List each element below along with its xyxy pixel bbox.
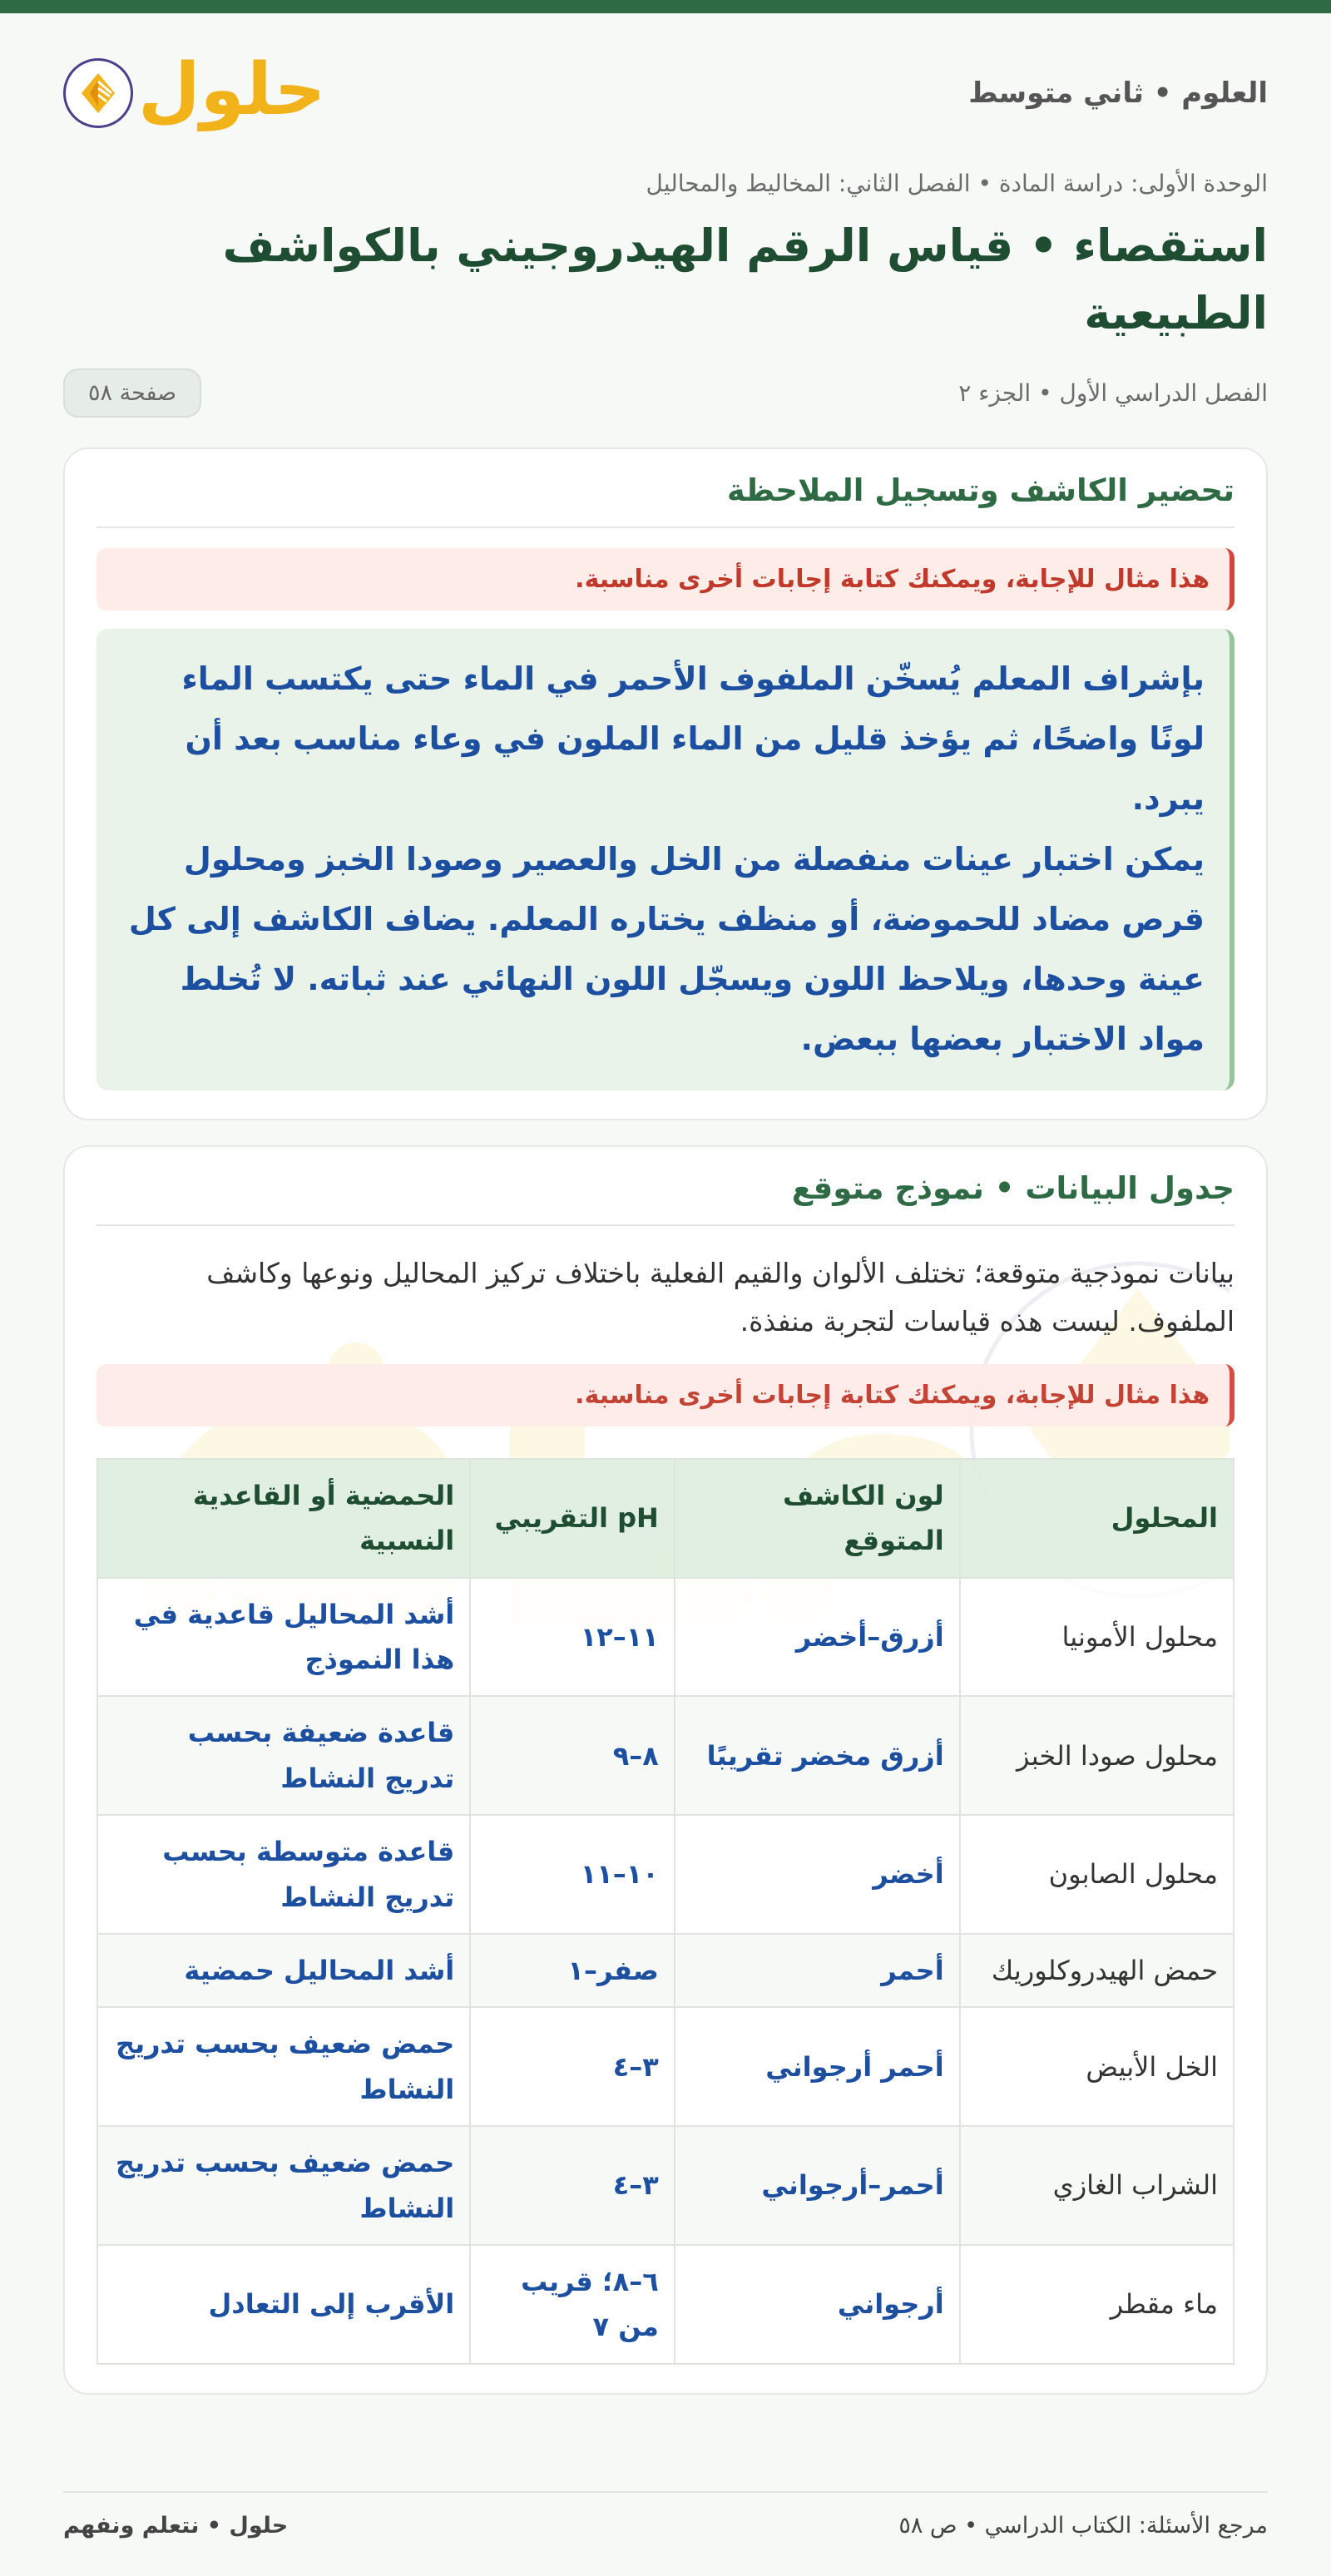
column-header: المحلول xyxy=(960,1459,1234,1578)
solution-cell: حمض الهيدروكلوريك xyxy=(960,1934,1234,2007)
solution-cell: محلول صودا الخبز xyxy=(960,1696,1234,1815)
color-cell: أرجواني xyxy=(675,2245,960,2364)
nature-cell: الأقرب إلى التعادل xyxy=(97,2245,470,2364)
term-label: الفصل الدراسي الأول • الجزء ٢ xyxy=(958,379,1268,407)
nature-cell: حمض ضعيف بحسب تدريج النشاط xyxy=(97,2126,470,2245)
footer-reference: مرجع الأسئلة: الكتاب الدراسي • ص ٥٨ xyxy=(898,2513,1268,2539)
solution-cell: ماء مقطر xyxy=(960,2245,1234,2364)
column-header: الحمضية أو القاعدية النسبية xyxy=(97,1459,470,1578)
site-logo[interactable] xyxy=(63,48,326,131)
answer-paragraph: بإشراف المعلم يُسخّن الملفوف الأحمر في الماء حتى يكتسب الماء لونًا واضحًا، ثم يؤخذ قليل من الماء الملون في وعاء مناسب بعد أن يبرد. xyxy=(181,660,1205,818)
color-cell: أزرق مخضر تقريبًا xyxy=(675,1696,960,1815)
intro-text: بيانات نموذجية متوقعة؛ تختلف الألوان والقيم الفعلية باختلاف تركيز المحاليل ونوعها وكاشف الملفوف. ليست هذه قياسات لتجربة منفذة. xyxy=(206,1257,1235,1338)
column-header: لون الكاشف المتوقع xyxy=(675,1459,960,1578)
ph-cell: ٨–٩ xyxy=(470,1696,675,1815)
nature-cell: أشد المحاليل قاعدية في هذا النموذج xyxy=(97,1578,470,1697)
color-cell: أحمر xyxy=(675,1934,960,2007)
nature-cell: حمض ضعيف بحسب تدريج النشاط xyxy=(97,2007,470,2126)
nature-cell: قاعدة ضعيفة بحسب تدريج النشاط xyxy=(97,1696,470,1815)
column-header-label: pH التقريبي xyxy=(494,1502,659,1534)
table-row xyxy=(97,2126,1234,2245)
color-cell: أحمر–أرجواني xyxy=(675,2126,960,2245)
ph-cell: ٦–٨؛ قريب من ٧ xyxy=(470,2245,675,2364)
solution-cell: الخل الأبيض xyxy=(960,2007,1234,2126)
header xyxy=(63,13,1268,165)
answer-paragraph: يمكن اختبار عينات منفصلة من الخل والعصير وصودا الخبز ومحلول قرص مضاد للحموضة، أو منظف يختاره المعلم. يضاف الكاشف إلى كل عينة وحدها، ويلاحظ اللون ويسجّل اللون النهائي عند ثباته. لا تُخلط مواد الاختبار بعضها ببعض. xyxy=(128,840,1205,1058)
color-cell: أخضر xyxy=(675,1815,960,1934)
meta-row xyxy=(63,368,1268,418)
table-row xyxy=(97,1696,1234,1815)
section-title: تحضير الكاشف وتسجيل الملاحظة xyxy=(96,472,1235,528)
prepare-indicator-card xyxy=(63,447,1268,1120)
logo-emblem-icon xyxy=(63,58,133,128)
example-answer-note: هذا مثال للإجابة، ويمكنك كتابة إجابات أخرى مناسبة. xyxy=(96,548,1235,611)
page xyxy=(0,13,1331,2395)
ph-cell: ١٠–١١ xyxy=(470,1815,675,1934)
footer-brand[interactable]: حلول • نتعلم ونفهم xyxy=(63,2513,289,2539)
solution-cell: محلول الأمونيا xyxy=(960,1578,1234,1697)
breadcrumb[interactable]: الوحدة الأولى: دراسة المادة • الفصل الثاني: المخاليط والمحاليل xyxy=(646,170,1268,197)
data-table xyxy=(96,1458,1235,2365)
ph-cell: صفر–١ xyxy=(470,1934,675,2007)
data-table-card xyxy=(63,1145,1268,2394)
solution-cell: الشراب الغازي xyxy=(960,2126,1234,2245)
subject-label: العلوم • ثاني متوسط xyxy=(968,77,1268,110)
table-row xyxy=(97,1934,1234,2007)
table-row xyxy=(97,2245,1234,2364)
solution-cell: محلول الصابون xyxy=(960,1815,1234,1934)
ph-cell: ٣–٤ xyxy=(470,2007,675,2126)
example-answer-note: هذا مثال للإجابة، ويمكنك كتابة إجابات أخرى مناسبة. xyxy=(96,1364,1235,1426)
page-number-badge: صفحة ٥٨ xyxy=(63,368,201,418)
top-accent-strip xyxy=(0,0,1331,13)
section-title: جدول البيانات • نموذج متوقع xyxy=(96,1170,1235,1226)
nature-cell: قاعدة متوسطة بحسب تدريج النشاط xyxy=(97,1815,470,1934)
table-row xyxy=(97,1815,1234,1934)
table-row xyxy=(97,1578,1234,1697)
color-cell: أزرق–أخضر xyxy=(675,1578,960,1697)
logo-text: حلول xyxy=(138,48,326,131)
nature-cell: أشد المحاليل حمضية xyxy=(97,1934,470,2007)
table-header-row xyxy=(97,1459,1234,1578)
footer xyxy=(63,2491,1268,2539)
ph-cell: ٣–٤ xyxy=(470,2126,675,2245)
ph-cell: ١١–١٢ xyxy=(470,1578,675,1697)
table-row xyxy=(97,2007,1234,2126)
page-title: استقصاء • قياس الرقم الهيدروجيني بالكواشف الطبيعية xyxy=(222,220,1268,339)
answer-box xyxy=(96,629,1235,1090)
column-header xyxy=(470,1459,675,1578)
color-cell: أحمر أرجواني xyxy=(675,2007,960,2126)
